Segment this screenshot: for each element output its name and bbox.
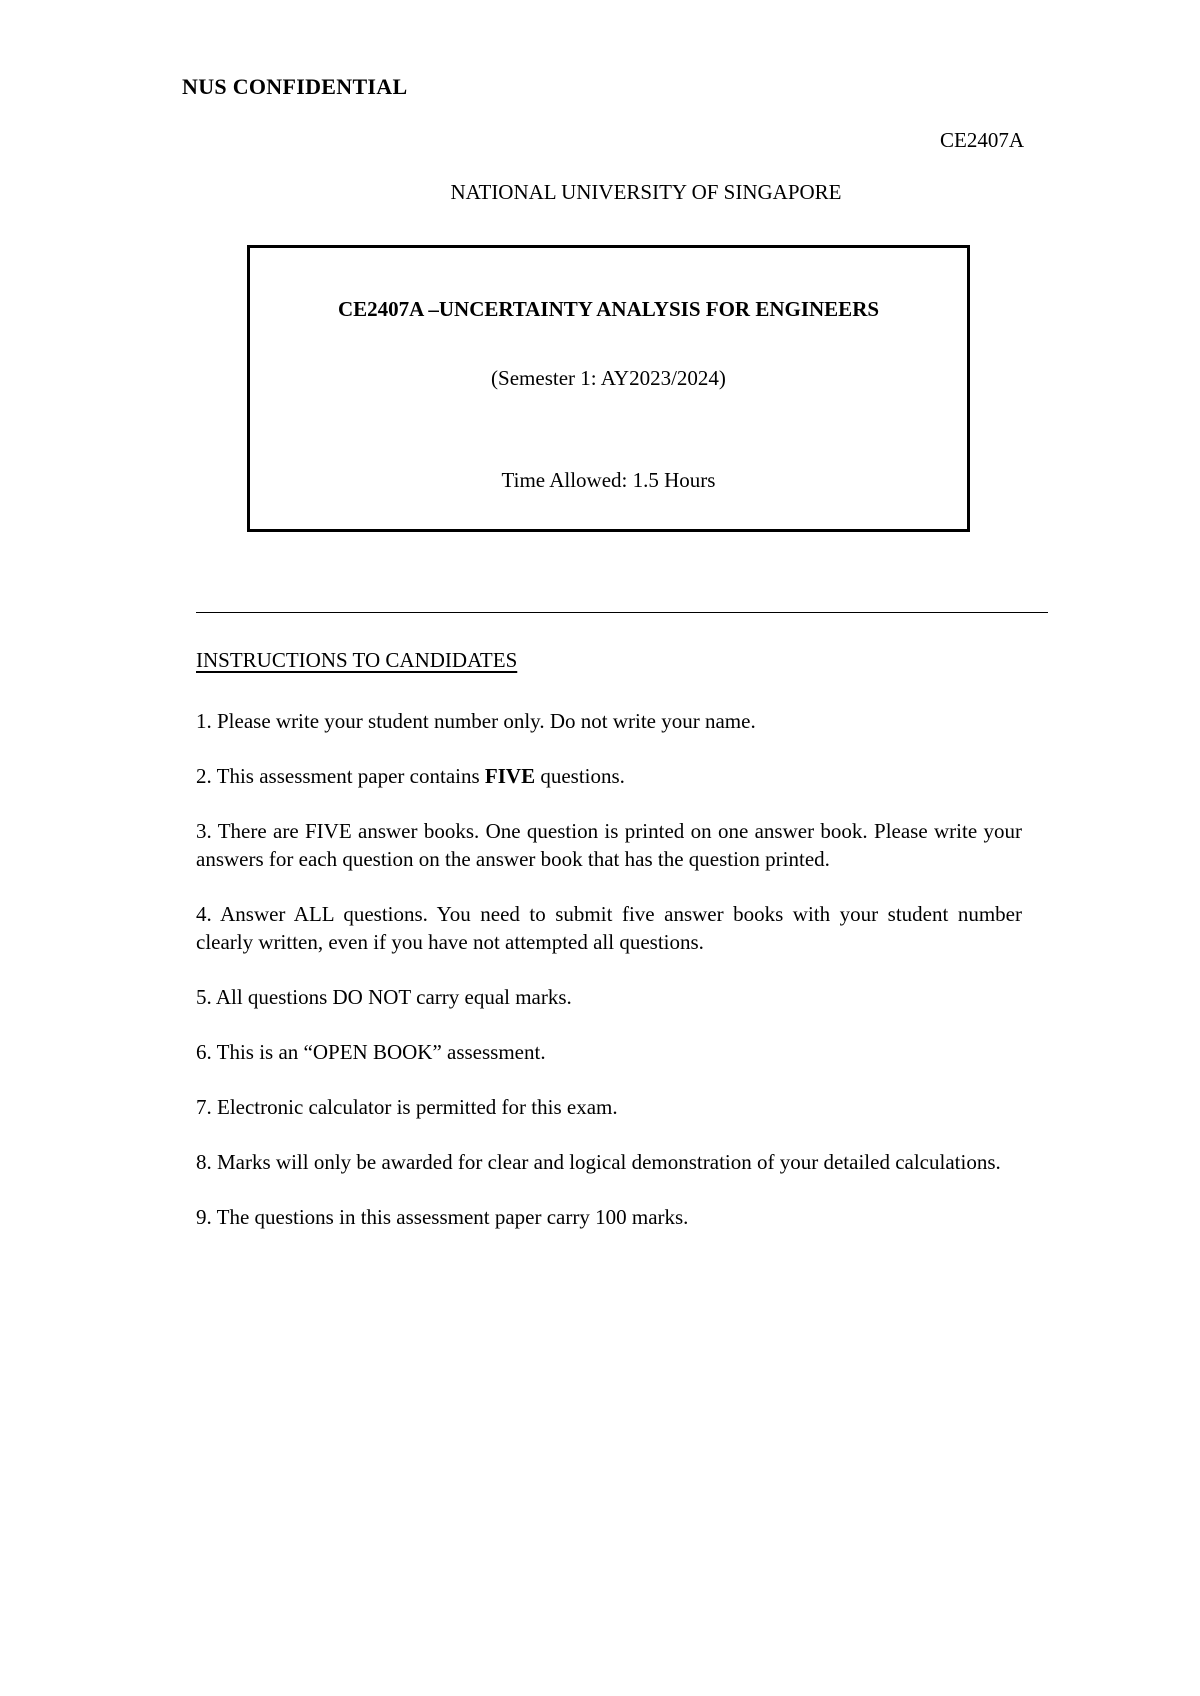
instruction-text: questions. (535, 764, 625, 788)
separator-line (196, 612, 1048, 613)
instruction-item: 7. Electronic calculator is permitted for this exam. (196, 1095, 618, 1119)
exam-title: CE2407A –UNCERTAINTY ANALYSIS FOR ENGINEERS (337, 297, 880, 321)
exam-title-box (247, 245, 970, 532)
instruction-item: 3. There are FIVE answer books. One question is printed on one answer book. Please write your answers for each question on the answer book that has the question printed. (196, 819, 1022, 871)
course-code: CE2407A (940, 128, 1024, 152)
instructions-heading: INSTRUCTIONS TO CANDIDATES (196, 648, 518, 672)
instruction-item: 4. Answer ALL questions. You need to submit five answer books with your student number clearly written, even if you have not attempted all questions. (196, 902, 1022, 954)
instruction-emphasis: FIVE (484, 764, 536, 788)
instruction-item: 6. This is an “OPEN BOOK” assessment. (196, 1040, 546, 1064)
instruction-text: 2. This assessment paper contains (196, 764, 485, 788)
instruction-item: 9. The questions in this assessment paper carry 100 marks. (196, 1205, 689, 1229)
university-name: NATIONAL UNIVERSITY OF SINGAPORE (450, 180, 842, 204)
instruction-item (196, 762, 1022, 790)
instruction-item: 5. All questions DO NOT carry equal marks. (196, 985, 572, 1009)
time-allowed: Time Allowed: 1.5 Hours (501, 468, 716, 492)
instruction-item: 8. Marks will only be awarded for clear and logical demonstration of your detailed calculations. (196, 1150, 1001, 1174)
instructions-list (196, 707, 1022, 1258)
confidential-mark: NUS CONFIDENTIAL (182, 74, 408, 99)
semester-label: (Semester 1: AY2023/2024) (491, 366, 726, 390)
instruction-item: 1. Please write your student number only. Do not write your name. (196, 709, 756, 733)
